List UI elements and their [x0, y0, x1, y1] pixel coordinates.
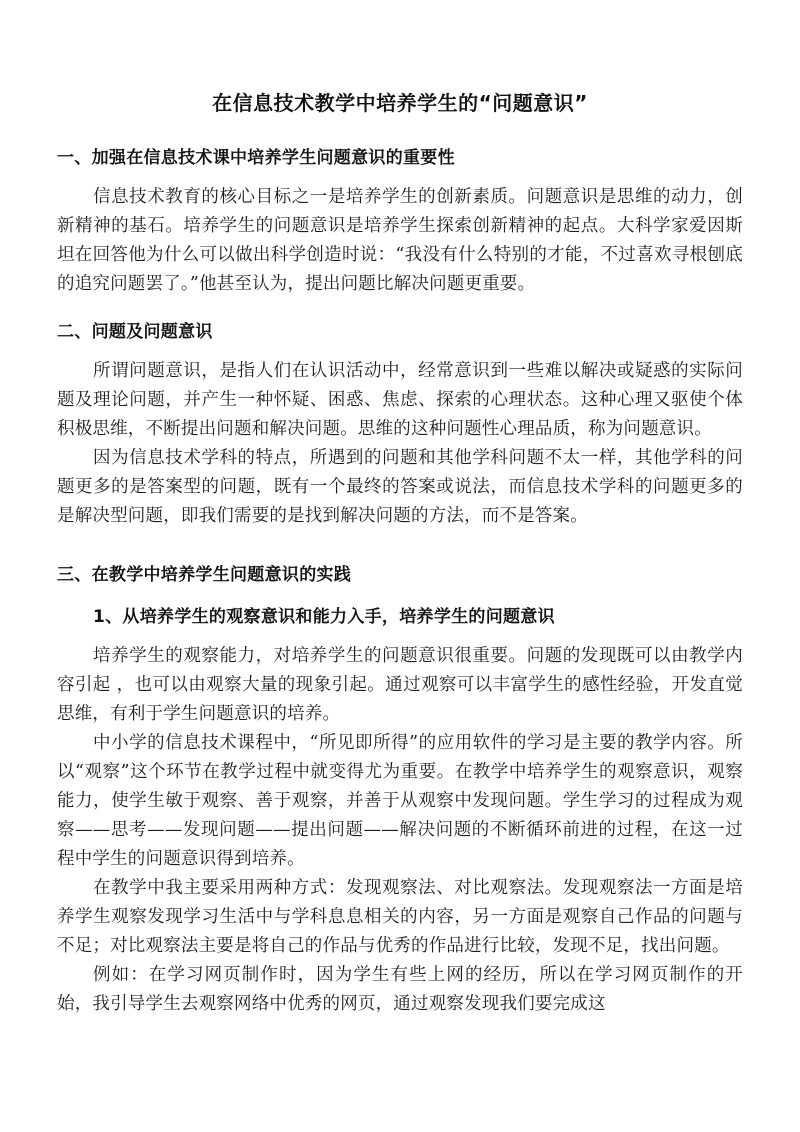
section-heading-1: 一、加强在信息技术课中培养学生问题意识的重要性	[57, 148, 455, 168]
section-heading-2: 二、问题及问题意识	[57, 322, 213, 342]
section-1-paragraph-1: 信息技术教育的核心目标之一是培养学生的创新素质。问题意识是思维的动力，创新精神的基石。培养学生的问题意识是培养学生探索创新精神的起点。大科学家爱因斯坦在回答他为什么可以做出科学创造时说：“我没有什么特别的才能，不过喜欢寻根刨底的追究问题罢了。”他甚至认为，提出问题比解决问题更重要。	[57, 187, 743, 294]
section-3-paragraph-1: 培养学生的观察能力，对培养学生的问题意识很重要。问题的发现既可以由教学内容引起 ，也可以由观察大量的现象引起。通过观察可以丰富学生的感性经验，开发直觉思维，有利于学生问题意识的培养。	[57, 646, 743, 724]
section-3-paragraph-3: 在教学中我主要采用两种方式：发现观察法、对比观察法。发现观察法一方面是培养学生观察发现学习生活中与学科息息相关的内容，另一方面是观察自己作品的问题与不足；对比观察法主要是将自己的作品与优秀的作品进行比较，发现不足，找出问题。	[57, 878, 743, 956]
section-heading-3: 三、在教学中培养学生问题意识的实践	[57, 565, 352, 585]
section-2-paragraph-1: 所谓问题意识，是指人们在认识活动中，经常意识到一些难以解决或疑惑的实际问题及理论问题，并产生一种怀疑、困惑、焦虑、探索的心理状态。这种心理又驱使个体积极思维，不断提出问题和解决问题。思维的这种问题性心理品质，称为问题意识。	[57, 361, 743, 439]
section-2-paragraph-2: 因为信息技术学科的特点，所遇到的问题和其他学科问题不太一样，其他学科的问题更多的是答案型的问题，既有一个最终的答案或说法，而信息技术学科的问题更多的是解决型问题，即我们需要的是找到解决问题的方法，而不是答案。	[57, 448, 743, 526]
document-title: 在信息技术教学中培养学生的“问题意识”	[212, 91, 588, 115]
section-3-subheading-1: 1、从培养学生的观察意识和能力入手，培养学生的问题意识	[93, 607, 555, 627]
section-3-paragraph-4: 例如：在学习网页制作时，因为学生有些上网的经历，所以在学习网页制作的开始，我引导学生去观察网络中优秀的网页，通过观察发现我们要完成这	[57, 965, 743, 1014]
section-3-paragraph-2: 中小学的信息技术课程中，“所见即所得”的应用软件的学习是主要的教学内容。所以“观察”这个环节在教学过程中就变得尤为重要。在教学中培养学生的观察意识，观察能力，使学生敏于观察、善于观察，并善于从观察中发现问题。学生学习的过程成为观察——思考——发现问题——提出问题——解决问题的不断循环前进的过程，在这一过程中学生的问题意识得到培养。	[57, 733, 743, 869]
